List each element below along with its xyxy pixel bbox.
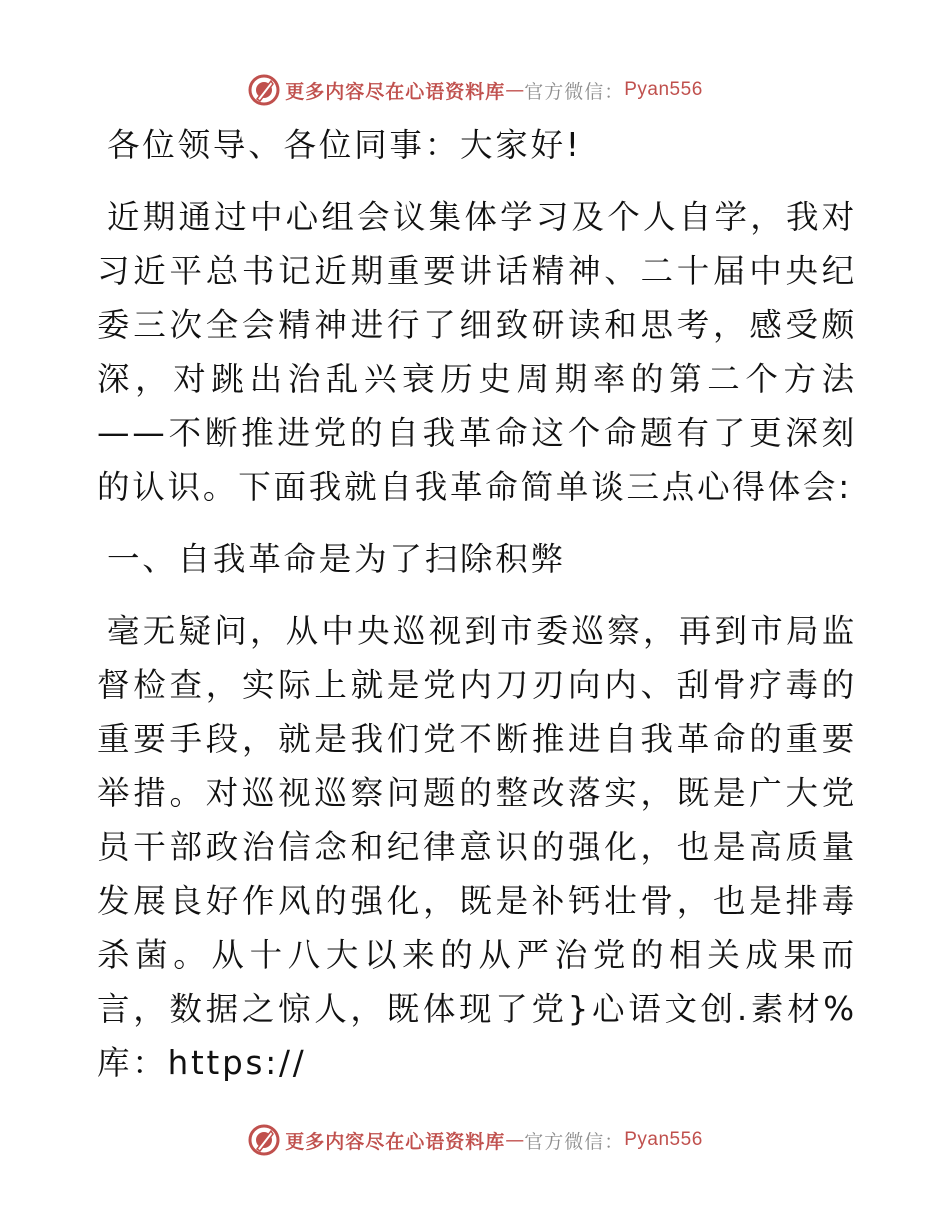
- intro-paragraph: 近期通过中心组会议集体学习及个人自学，我对习近平总书记近期重要讲话精神、二十届中央纪委三次全会精神进行了细致研读和思考，感受颇深，对跳出治乱兴衰历史周期率的第二个方法——不断推进党的自我革命这个命题有了更深刻的认识。下面我就自我革命简单谈三点心得体会:: [97, 198, 857, 506]
- watermark-dash: —: [505, 1129, 525, 1151]
- watermark-header: [0, 70, 950, 110]
- greeting: 各位领导、各位同事：大家好!: [107, 126, 582, 164]
- watermark-wechat-id: Pyan556: [624, 79, 703, 100]
- section-1-paragraph: 毫无疑问，从中央巡视到市委巡察，再到市局监督检查，实际上就是党内刀刃向内、刮骨疗毒的重要手段，就是我们党不断推进自我革命的重要举措。对巡视巡察问题的整改落实，既是广大党员干部政治信念和纪律意识的强化，也是高质量发展良好作风的强化，既是补钙壮骨，也是排毒杀菌。从十八大以来的从严治党的相关成果而言，数据之惊人，既体现了党}心语文创.素材%库：https://: [97, 612, 857, 1082]
- watermark-main-text: 更多内容尽在心语资料库: [285, 1130, 506, 1153]
- watermark-wechat-id: Pyan556: [624, 1129, 703, 1150]
- quill-circle-icon: [247, 1123, 281, 1157]
- watermark-dash: —: [505, 79, 525, 101]
- watermark-main-text: 更多内容尽在心语资料库: [285, 80, 506, 103]
- watermark-label: 官方微信：: [524, 80, 625, 103]
- quill-circle-icon: [247, 73, 281, 107]
- watermark-footer: [0, 1120, 950, 1160]
- section-1-title: 一、自我革命是为了扫除积弊: [107, 540, 566, 578]
- document-body: [97, 118, 857, 1108]
- watermark-label: 官方微信：: [524, 1130, 625, 1153]
